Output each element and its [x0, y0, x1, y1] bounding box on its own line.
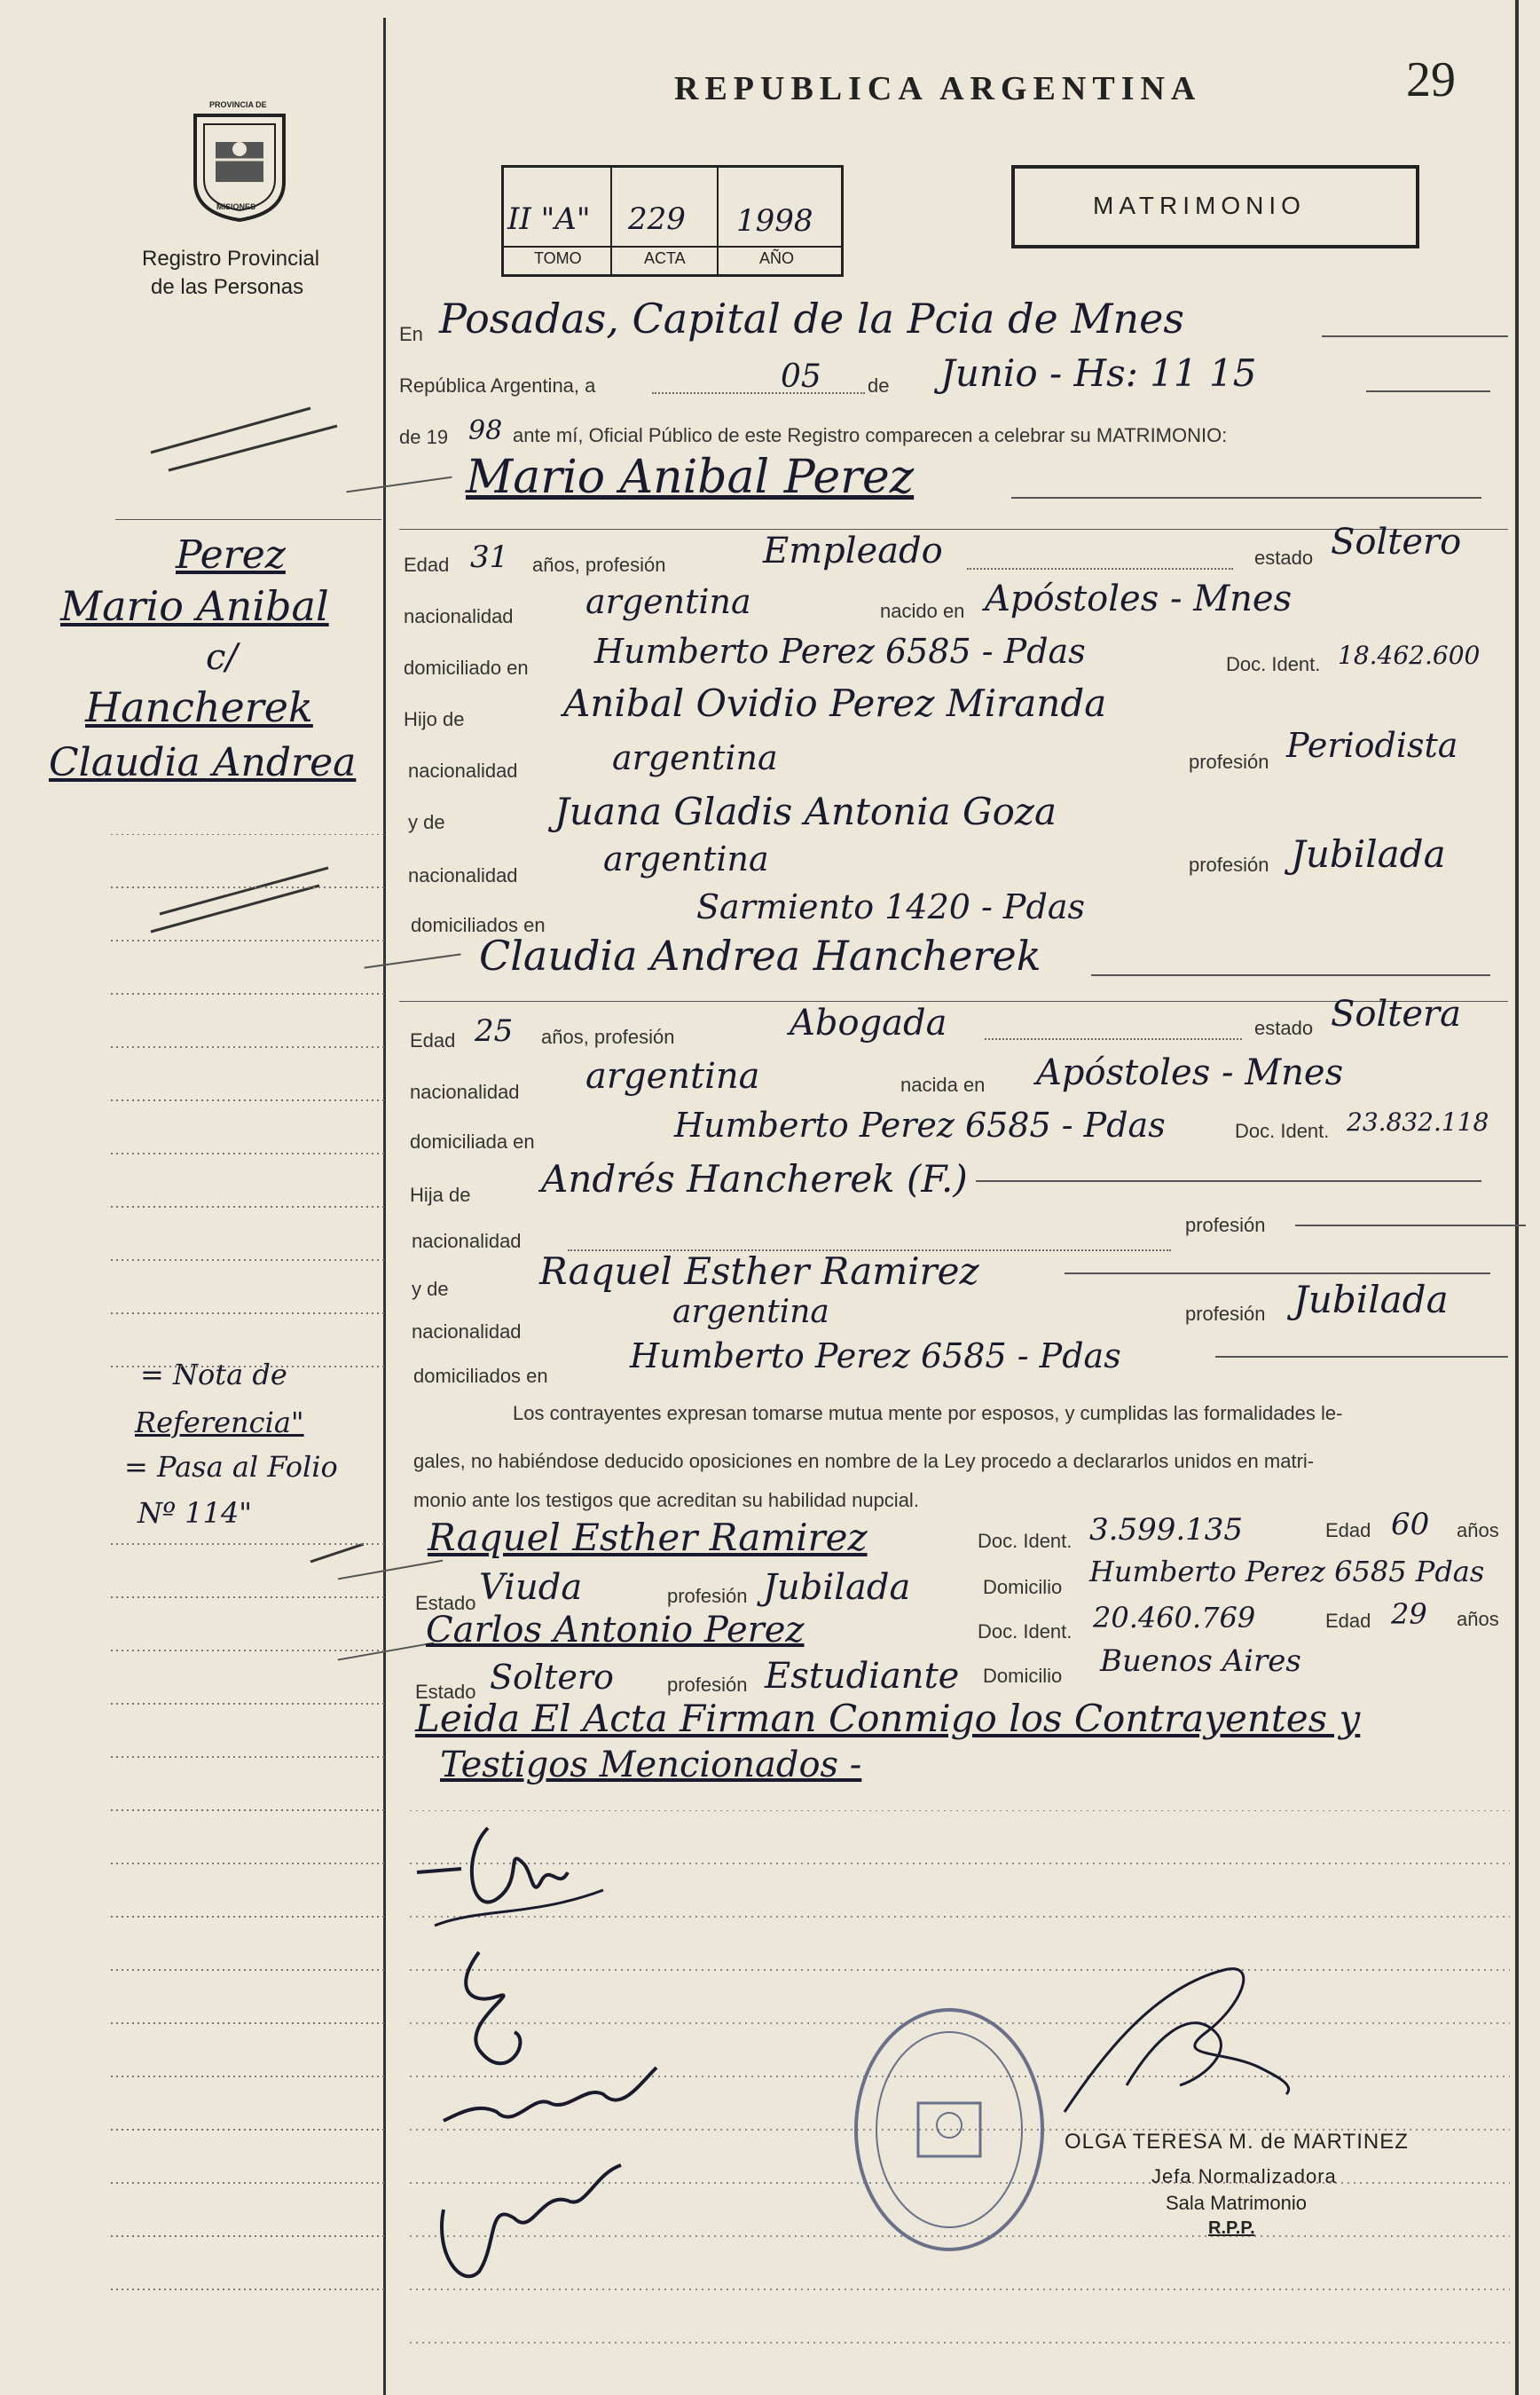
witness2-estado-label: Estado	[415, 1681, 476, 1703]
groom-nacido-label: nacido en	[880, 600, 965, 622]
month-time-value: Junio - Hs: 11 15	[940, 351, 1257, 395]
groom-madre-nac-label: nacionalidad	[408, 864, 518, 886]
bride-padres-dom-line	[1215, 1356, 1508, 1358]
official-dept: Sala Matrimonio	[1166, 2192, 1307, 2214]
year-suffix: 98	[468, 415, 503, 446]
groom-nacido: Apóstoles - Mnes	[985, 579, 1292, 619]
bride-madre-line	[1065, 1272, 1490, 1274]
groom-padre-prof: Periodista	[1286, 726, 1458, 765]
bride-estado: Soltera	[1331, 994, 1461, 1035]
groom-profesion: Empleado	[763, 531, 943, 571]
country-title: REPUBLICA ARGENTINA	[674, 70, 1202, 107]
official-abbr: R.P.P.	[1208, 2218, 1255, 2238]
bride-domicilio: Humberto Perez 6585 - Pdas	[674, 1106, 1166, 1145]
groom-padre: Anibal Ovidio Perez Miranda	[563, 681, 1107, 725]
witness2-doc-label: Doc. Ident.	[978, 1620, 1072, 1643]
witness2-profesion-label: profesión	[667, 1674, 748, 1696]
bride-estado-label: estado	[1254, 1017, 1314, 1039]
declaration-line1: Los contrayentes expresan tomarse mutua mente por esposos, y cumplidas las formalidades le-	[513, 1402, 1343, 1424]
margin-name2: Claudia Andrea	[49, 740, 357, 785]
margin-surname2: Hancherek	[85, 683, 313, 731]
groom-padres-dom: Sarmiento 1420 - Pdas	[696, 887, 1085, 926]
bride-padre-prof-line	[1295, 1225, 1526, 1226]
bride-edad: 25	[475, 1013, 514, 1049]
day-dots	[652, 392, 865, 394]
signature-groom	[426, 1934, 727, 2307]
witness1-estado: Viuda	[479, 1567, 583, 1608]
month-line	[1366, 390, 1490, 392]
bride-madre: Raquel Esther Ramirez	[539, 1249, 979, 1293]
groom-prof-dots	[967, 568, 1233, 570]
official-title: Jefa Normalizadora	[1151, 2165, 1337, 2187]
declaration-line2: gales, no habiéndose deducido oposiciones en nombre de la Ley procedo a declararlos unidos en matri-	[413, 1450, 1315, 1472]
en-label: En	[399, 323, 423, 345]
bride-profesion: Abogada	[790, 1003, 947, 1044]
groom-anos-profesion-label: años, profesión	[532, 554, 666, 576]
groom-padre-prof-label: profesión	[1189, 751, 1269, 773]
bride-doc-label: Doc. Ident.	[1235, 1120, 1330, 1142]
groom-name-line	[1011, 497, 1481, 499]
groom-doc: 18.462.600	[1338, 641, 1481, 670]
registry-name-line2: de las Personas	[151, 275, 304, 299]
witness2-anos-label: años	[1457, 1608, 1499, 1630]
witness1-edad: 60	[1391, 1507, 1430, 1542]
acta-box	[501, 165, 844, 277]
bride-hija-label: Hija de	[410, 1184, 471, 1206]
groom-domicilio-label: domiciliado en	[404, 657, 529, 679]
margin-note1: = Nota de	[140, 1358, 287, 1391]
groom-hijo-label: Hijo de	[404, 708, 465, 730]
witness1-anos-label: años	[1457, 1519, 1499, 1541]
groom-madre: Juana Gladis Antonia Goza	[554, 790, 1057, 833]
signature-official	[1047, 1952, 1313, 2130]
bride-nacida: Apóstoles - Mnes	[1036, 1052, 1344, 1093]
bride-padres-dom: Humberto Perez 6585 - Pdas	[630, 1336, 1121, 1375]
republica-label: República Argentina, a	[399, 374, 596, 397]
bride-edad-label: Edad	[410, 1029, 456, 1052]
bride-madre-nac: argentina	[672, 1294, 829, 1330]
bride-prof-dots	[985, 1038, 1242, 1040]
witness1-profesion-label: profesión	[667, 1585, 748, 1607]
tomo-value: II "A"	[507, 201, 591, 237]
closing-line2: Testigos Mencionados -	[440, 1745, 862, 1785]
bride-padres-dom-label: domiciliados en	[413, 1365, 548, 1387]
day-value: 05	[781, 358, 821, 395]
witness2-domicilio-label: Domicilio	[983, 1665, 1063, 1687]
groom-name: Mario Anibal Perez	[466, 451, 915, 504]
witness2-estado: Soltero	[490, 1658, 614, 1697]
declaration-line3: monio ante los testigos que acreditan su habilidad nupcial.	[413, 1489, 919, 1511]
acta-label: ACTA	[644, 249, 686, 267]
signature-bride	[408, 1810, 621, 1934]
right-border-line	[1515, 0, 1519, 2395]
bride-nacida-label: nacida en	[900, 1074, 986, 1096]
bride-nacionalidad: argentina	[585, 1056, 760, 1097]
witness2-name: Carlos Antonio Perez	[426, 1610, 805, 1651]
place-value: Posadas, Capital de la Pcia de Mnes	[439, 295, 1184, 343]
bride-madre-nac-label: nacionalidad	[412, 1320, 522, 1343]
bride-doc: 23.832.118	[1347, 1107, 1489, 1137]
margin-name1: Mario Anibal	[60, 582, 329, 630]
groom-y-de-label: y de	[408, 811, 445, 833]
witness2-edad-label: Edad	[1325, 1610, 1371, 1632]
official-name: OLGA TERESA M. de MARTINEZ	[1065, 2130, 1409, 2154]
witness1-profesion: Jubilada	[763, 1567, 911, 1608]
margin-note3: = Pasa al Folio	[124, 1450, 338, 1484]
groom-domicilio: Humberto Perez 6585 - Pdas	[594, 632, 1086, 671]
bride-padre-nac-label: nacionalidad	[412, 1230, 522, 1252]
witness2-domicilio: Buenos Aires	[1100, 1643, 1301, 1679]
seal-text-bottom: MISIONES	[216, 202, 256, 211]
page-number: 29	[1406, 52, 1456, 107]
groom-estado-label: estado	[1254, 547, 1314, 569]
groom-estado: Soltero	[1331, 522, 1462, 563]
groom-padre-nac: argentina	[612, 738, 778, 777]
bride-domicilio-label: domiciliada en	[410, 1131, 535, 1153]
document-type-label: MATRIMONIO	[1093, 192, 1306, 219]
groom-nac-label: nacionalidad	[404, 605, 514, 627]
closing-line1: Leida El Acta Firman Conmigo los Contrayentes y	[415, 1697, 1361, 1740]
witness2-doc: 20.460.769	[1093, 1601, 1256, 1635]
witness1-doc: 3.599.135	[1089, 1512, 1244, 1548]
groom-madre-prof-label: profesión	[1189, 854, 1269, 876]
groom-edad: 31	[470, 540, 509, 575]
intro-rest: ante mí, Oficial Público de este Registro comparecen a celebrar su MATRIMONIO:	[513, 424, 1228, 446]
margin-note2: Referencia"	[135, 1406, 304, 1439]
margin-note4: Nº 114"	[138, 1496, 253, 1530]
official-stamp	[852, 2005, 1047, 2254]
registry-name-line1: Registro Provincial	[142, 247, 320, 271]
witness2-edad: 29	[1391, 1597, 1427, 1631]
bride-anos-profesion-label: años, profesión	[541, 1026, 675, 1048]
tomo-label: TOMO	[534, 249, 582, 267]
bride-madre-prof-label: profesión	[1185, 1303, 1266, 1325]
bride-name-line	[1091, 974, 1490, 976]
groom-padre-nac-label: nacionalidad	[408, 760, 518, 782]
margin-surname1: Perez	[176, 532, 286, 578]
de-label: de	[868, 374, 890, 397]
witness1-estado-label: Estado	[415, 1592, 476, 1614]
acta-value: 229	[628, 201, 686, 237]
groom-nacionalidad: argentina	[585, 582, 751, 621]
year-prefix: de 19	[399, 426, 449, 448]
witness1-edad-label: Edad	[1325, 1519, 1371, 1541]
witness1-domicilio-label: Domicilio	[983, 1576, 1063, 1598]
bride-padre-line	[976, 1180, 1481, 1182]
witness1-domicilio: Humberto Perez 6585 Pdas	[1089, 1555, 1485, 1588]
margin-dotted-lines	[111, 834, 384, 2360]
document-type-box	[1011, 165, 1419, 248]
groom-edad-label: Edad	[404, 554, 450, 576]
seal-text-top: PROVINCIA DE	[209, 100, 267, 109]
place-line	[1322, 335, 1508, 337]
groom-madre-prof: Jubilada	[1291, 832, 1446, 876]
witness1-name: Raquel Esther Ramirez	[428, 1516, 868, 1559]
groom-madre-nac: argentina	[603, 839, 769, 878]
bride-padre: Andrés Hancherek (F.)	[541, 1157, 968, 1201]
bride-nac-label: nacionalidad	[410, 1081, 520, 1103]
groom-doc-label: Doc. Ident.	[1226, 653, 1321, 675]
groom-padres-dom-label: domiciliados en	[411, 914, 546, 936]
witness1-doc-label: Doc. Ident.	[978, 1530, 1072, 1552]
ano-label: AÑO	[759, 249, 795, 267]
bride-name: Claudia Andrea Hancherek	[479, 932, 1041, 980]
witness2-profesion: Estudiante	[765, 1656, 960, 1697]
margin-conj: c/	[206, 637, 238, 678]
ano-value: 1998	[736, 203, 813, 239]
bride-y-de-label: y de	[412, 1278, 449, 1300]
bride-madre-prof: Jubilada	[1293, 1278, 1449, 1321]
bride-padre-prof-label: profesión	[1185, 1214, 1266, 1236]
